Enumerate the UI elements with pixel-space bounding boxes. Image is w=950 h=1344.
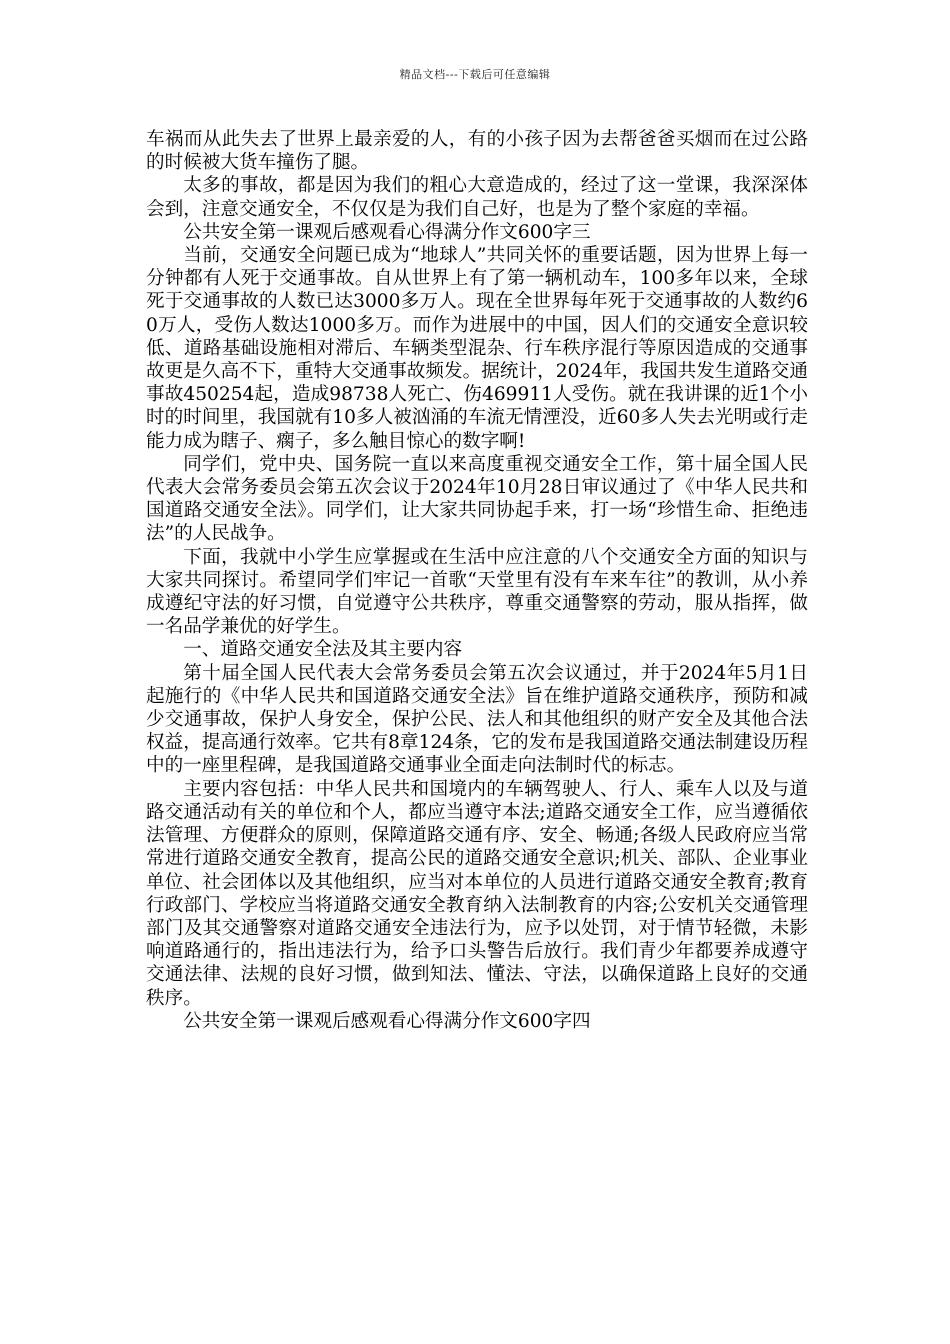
document-body — [146, 128, 808, 1033]
paragraph: 下面，我就中小学生应掌握或在生活中应注意的八个交通安全方面的知识与大家共同探讨。希望同学们牢记一首歌“天堂里有没有车来车往”的教训，从小养成遵纪守法的好习惯，自觉遵守公共秩序，尊重交通警察的劳动，服从指挥，做一名品学兼优的好学生。 — [146, 546, 808, 638]
section-heading: 公共安全第一课观后感观看心得满分作文600字三 — [183, 221, 591, 243]
section-heading: 公共安全第一课观后感观看心得满分作文600字四 — [183, 1010, 591, 1032]
page-header: 精品文档---下载后可任意编辑 — [399, 68, 551, 81]
paragraph: 第十届全国人民代表大会常务委员会第五次会议通过，并于2024年5月1日起施行的《中华人民共和国道路交通安全法》旨在维护道路交通秩序，预防和减少交通事故，保护人身安全，保护公民、法人和其他组织的财产安全及其他合法权益，提高通行效率。它共有8章124条，它的发布是我国道路交通法制建设历程中的一座里程碑，是我国道路交通事业全面走向法制时代的标志。 — [146, 662, 808, 777]
paragraph: 太多的事故，都是因为我们的粗心大意造成的，经过了这一堂课，我深深体会到，注意交通安全，不仅仅是为我们自己好，也是为了整个家庭的幸福。 — [146, 175, 808, 220]
paragraph: 同学们，党中央、国务院一直以来高度重视交通安全工作，第十届全国人民代表大会常务委员会第五次会议于2024年10月28日审议通过了《中华人民共和国道路交通安全法》。同学们，让大家共同协起手来，打一场“珍惜生命、拒绝违法”的人民战争。 — [146, 453, 808, 545]
paragraph: 主要内容包括：中华人民共和国境内的车辆驾驶人、行人、乘车人以及与道路交通活动有关的单位和个人，都应当遵守本法;道路交通安全工作，应当遵循依法管理、方便群众的原则，保障道路交通有序、安全、畅通;各级人民政府应当常常进行道路交通安全教育，提高公民的道路交通安全意识;机关、部队、企业事业单位、社会团体以及其他组织，应当对本单位的人员进行道路交通安全教育;教育行政部门、学校应当将道路交通安全教育纳入法制教育的内容;公安机关交通管理部门及其交通警察对道路交通安全违法行为，应予以处罚，对于情节轻微，未影响道路通行的，指出违法行为，给予口头警告后放行。我们青少年都要养成遵守交通法律、法规的良好习惯，做到知法、懂法、守法，以确保道路上良好的交通秩序。 — [146, 778, 808, 1009]
section-heading: 一、道路交通安全法及其主要内容 — [183, 639, 463, 661]
paragraph: 车祸而从此失去了世界上最亲爱的人，有的小孩子因为去帮爸爸买烟而在过公路的时候被大货车撞伤了腿。 — [146, 129, 808, 174]
paragraph: 当前，交通安全问题已成为“地球人”共同关怀的重要话题，因为世界上每一分钟都有人死于交通事故。自从世界上有了第一辆机动车，100多年以来，全球死于交通事故的人数已达3000多万人。现在全世界每年死于交通事故的人数约60万人，受伤人数达1000多万。而作为进展中的中国，因人们的交通安全意识较低、道路基础设施相对滞后、车辆类型混杂、行车秩序混行等原因造成的交通事故更是久高不下，重特大交通事故频发。据统计，2024年，我国共发生道路交通事故450254起，造成98738人死亡、伤469911人受伤。就在我讲课的近1个小时的时间里，我国就有10多人被汹涌的车流无情湮没，近60多人失去光明或行走能力成为瞎子、瘸子，多么触目惊心的数字啊! — [146, 245, 808, 452]
